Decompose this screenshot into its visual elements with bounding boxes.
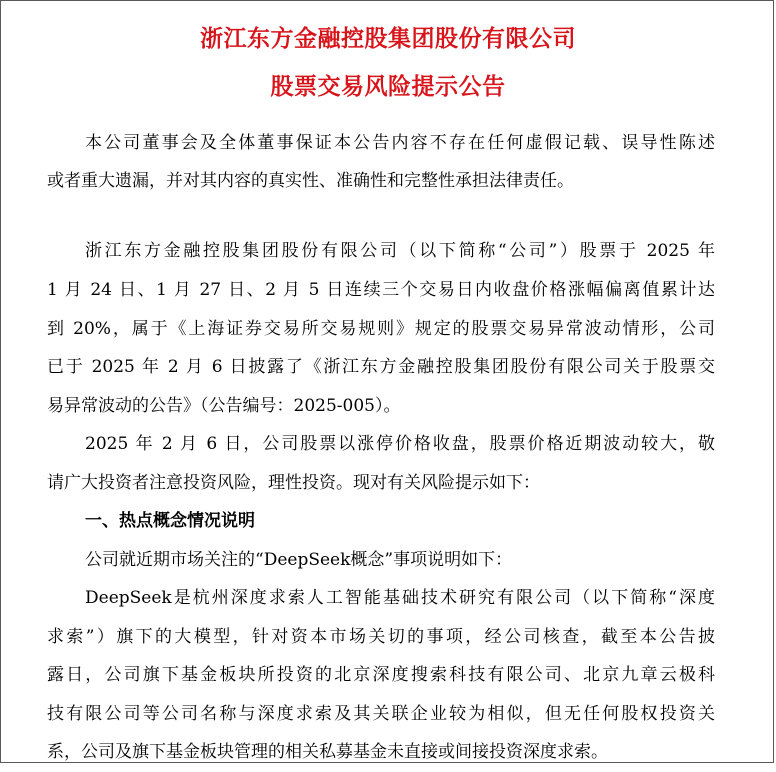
para1-line-3: 到 20%，属于《上海证券交易所交易规则》规定的股票交易异常波动情形，公司 bbox=[47, 319, 715, 339]
para2-line-2: 请广大投资者注意投资风险，理性投资。现对有关风险提示如下： bbox=[47, 473, 540, 493]
para1-line-2: 1 月 24 日、1 月 27 日、2 月 5 日连续三个交易日内收盘价格涨幅偏离值累计达 bbox=[47, 280, 715, 300]
para4-line-2: 求索”）旗下的大模型，针对资本市场关切的事项，经公司核查，截至本公告披 bbox=[47, 627, 715, 647]
statement-line-2: 或者重大遗漏，并对其内容的真实性、准确性和完整性承担法律责任。 bbox=[47, 171, 574, 191]
para2-line-1: 2025 年 2 月 6 日，公司股票以涨停价格收盘，股票价格近期波动较大，敬 bbox=[85, 434, 715, 454]
statement-line-1: 本公司董事会及全体董事保证本公告内容不存在任何虚假记载、误导性陈述 bbox=[85, 133, 715, 153]
para4-line-1: DeepSeek是杭州深度求索人工智能基础技术研究有限公司（以下简称“深度 bbox=[85, 588, 715, 608]
para4-line-3: 露日，公司旗下基金板块所投资的北京深度搜索科技有限公司、北京九章云极科 bbox=[47, 665, 715, 685]
para1-line-4: 已于 2025 年 2 月 6 日披露了《浙江东方金融控股集团股份有限公司关于股票交 bbox=[47, 357, 715, 377]
para3-line-1: 公司就近期市场关注的“DeepSeek概念”事项说明如下： bbox=[85, 550, 513, 570]
para1-line-1: 浙江东方金融控股集团股份有限公司（以下简称“公司”）股票于 2025 年 bbox=[85, 241, 715, 261]
company-title: 浙江东方金融控股集团股份有限公司 bbox=[200, 26, 576, 52]
section-heading-1: 一、热点概念情况说明 bbox=[85, 511, 255, 531]
para4-line-5: 系，公司及旗下基金板块管理的相关私募基金未直接或间接投资深度求索。 bbox=[47, 742, 608, 762]
announcement-title: 股票交易风险提示公告 bbox=[270, 74, 506, 100]
para4-line-4: 技有限公司等公司名称与深度求索及其关联企业较为相似，但无任何股权投资关 bbox=[47, 704, 715, 724]
para1-line-5: 易异常波动的公告》（公告编号：2025-005）。 bbox=[47, 396, 401, 416]
